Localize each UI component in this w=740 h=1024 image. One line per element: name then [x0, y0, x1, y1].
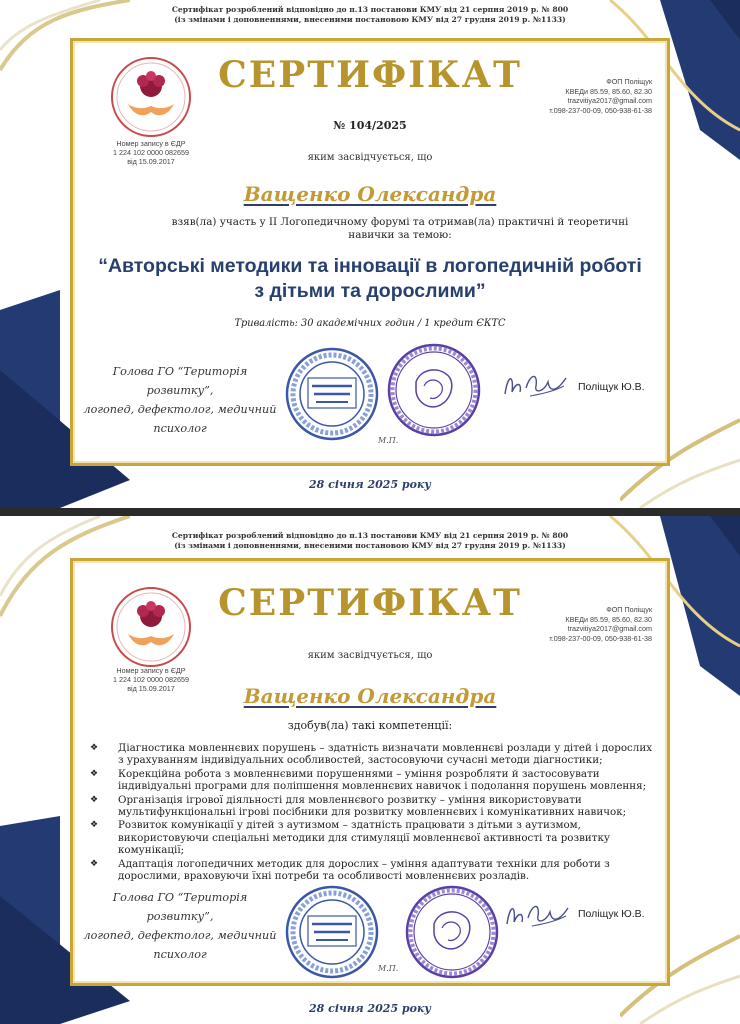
certificate-title: СЕРТИФІКАТ [218, 54, 522, 96]
head-line-1: Голова ГО “Територія розвитку”, [112, 891, 248, 923]
certificate-page-1 [0, 0, 740, 508]
fop-line-3: trazvitiya2017@gmail.com [567, 96, 652, 105]
head-title [80, 362, 280, 438]
list-item [90, 768, 658, 793]
diamond-bullet-icon: ❖ [90, 858, 99, 869]
issue-date: 28 січня 2025 року [309, 1002, 431, 1015]
witness-text: яким засвідчується, що [307, 152, 433, 163]
competencies-list [90, 742, 658, 883]
issue-date: 28 січня 2025 року [309, 478, 431, 491]
fop-info [500, 605, 652, 643]
page-separator [0, 508, 740, 516]
seal-place-mark: М.П. [378, 436, 399, 445]
signature [502, 894, 572, 934]
certificate-page-2 [0, 516, 740, 1024]
round-stamp-fop [284, 346, 380, 442]
competency-text: Адаптація логопедичних методик для дорослих – уміння адаптувати техніки для роботи з дорослими, враховуючи їхні потреби та особливості мовленнєвих розладів. [118, 857, 610, 883]
competency-text: Діагностика мовленнєвих порушень – здатність визначати мовленнєві розлади у дітей і дорослих з урахуванням індивідуальних особливостей, застосовуючи сучасні методи діагностики; [118, 742, 653, 767]
round-stamp-fop [284, 884, 380, 980]
course-topic: “Авторські методики та інновації в логопедичній роботі з дітьми та дорослими” [98, 255, 642, 302]
fop-line-2: КВЕДи 85.59, 85.60, 82.30 [565, 614, 652, 624]
head-line-3: психолог [153, 422, 207, 435]
organization-logo [110, 56, 192, 138]
head-title [80, 888, 280, 964]
edr-line-2: 1 224 102 0000 082659 [113, 148, 189, 157]
duration-text: Тривалість: 30 академічних годин / 1 кредит ЄКТС [234, 318, 506, 329]
legal-note-line-1: Сертифікат розроблений відповідно до п.13 постанови КМУ від 21 серпня 2019 р. № 800 [171, 5, 569, 14]
diamond-bullet-icon: ❖ [90, 768, 99, 779]
list-item [90, 794, 658, 819]
legal-note [120, 5, 620, 25]
edr-record [92, 666, 210, 693]
legal-note [120, 531, 620, 551]
round-stamp-organization [386, 342, 482, 438]
head-line-2: логопед, дефектолог, медичний [83, 929, 277, 942]
fop-line-3: trazvitiya2017@gmail.com [567, 624, 652, 633]
competencies-heading: здобув(ла) такі компетенції: [287, 719, 453, 732]
participation-text: взяв(ла) участь у ІІ Логопедичному форумі та отримав(ла) практичні й теоретичні навички за темою: [171, 216, 629, 241]
signer-name: Поліщук Ю.В. [578, 908, 645, 920]
recipient-name: Ващенко Олександра [243, 684, 497, 708]
legal-note-line-2: (із змінами і доповненнями, внесеними постановою КМУ від 27 грудня 2019 р. №1133) [174, 15, 566, 24]
list-item [90, 858, 658, 883]
certificate-title: СЕРТИФІКАТ [218, 582, 522, 624]
certificate-number: № 104/2025 [333, 119, 407, 132]
fop-info [500, 77, 652, 115]
diamond-bullet-icon: ❖ [90, 820, 99, 831]
competency-text: Розвиток комунікації у дітей з аутизмом – здатність працювати з дітьми з аутизмом, використовуючи спеціальні методики для стимуляції мовленнєвої активності та розвитку комунікації; [118, 819, 610, 857]
legal-note-line-2: (із змінами і доповненнями, внесеними постановою КМУ від 27 грудня 2019 р. №1133) [174, 541, 566, 550]
diamond-bullet-icon: ❖ [90, 794, 99, 805]
competency-text: Організація ігрової діяльності для мовленнєвого розвитку – уміння використовувати мультифункціональні ігрові посібники для розвитку мовленнєвих і комунікативних навичок; [118, 793, 627, 819]
list-item [90, 819, 658, 856]
edr-line-3: від 15.09.2017 [127, 157, 175, 166]
legal-note-line-1: Сертифікат розроблений відповідно до п.13 постанови КМУ від 21 серпня 2019 р. № 800 [171, 531, 569, 540]
fop-line-1: ФОП Поліщук [606, 605, 652, 614]
edr-line-1: Номер запису в ЄДР [116, 139, 186, 148]
head-line-3: психолог [153, 948, 207, 961]
edr-line-3: від 15.09.2017 [127, 684, 175, 693]
head-line-1: Голова ГО “Територія розвитку”, [112, 365, 248, 397]
fop-line-4: т.098-237-00-09, 050-938-61-38 [549, 105, 652, 115]
list-item [90, 742, 658, 767]
signer-name: Поліщук Ю.В. [578, 381, 645, 393]
competency-text: Корекційна робота з мовленнєвими порушеннями – уміння розробляти й застосовувати індивідуальні програми для поліпшення мовленнєвих навичок і подолання порушень мовлення; [118, 767, 647, 793]
fop-line-2: КВЕДи 85.59, 85.60, 82.30 [565, 86, 652, 96]
edr-line-2: 1 224 102 0000 082659 [113, 675, 189, 684]
signature [500, 364, 570, 404]
seal-place-mark: М.П. [378, 964, 399, 973]
edr-line-1: Номер запису в ЄДР [116, 666, 186, 675]
fop-line-4: т.098-237-00-09, 050-938-61-38 [549, 633, 652, 643]
fop-line-1: ФОП Поліщук [606, 77, 652, 86]
recipient-name: Ващенко Олександра [243, 182, 497, 206]
round-stamp-organization [404, 884, 500, 980]
head-line-2: логопед, дефектолог, медичний [83, 403, 277, 416]
diamond-bullet-icon: ❖ [90, 743, 99, 753]
witness-text: яким засвідчується, що [307, 650, 433, 661]
